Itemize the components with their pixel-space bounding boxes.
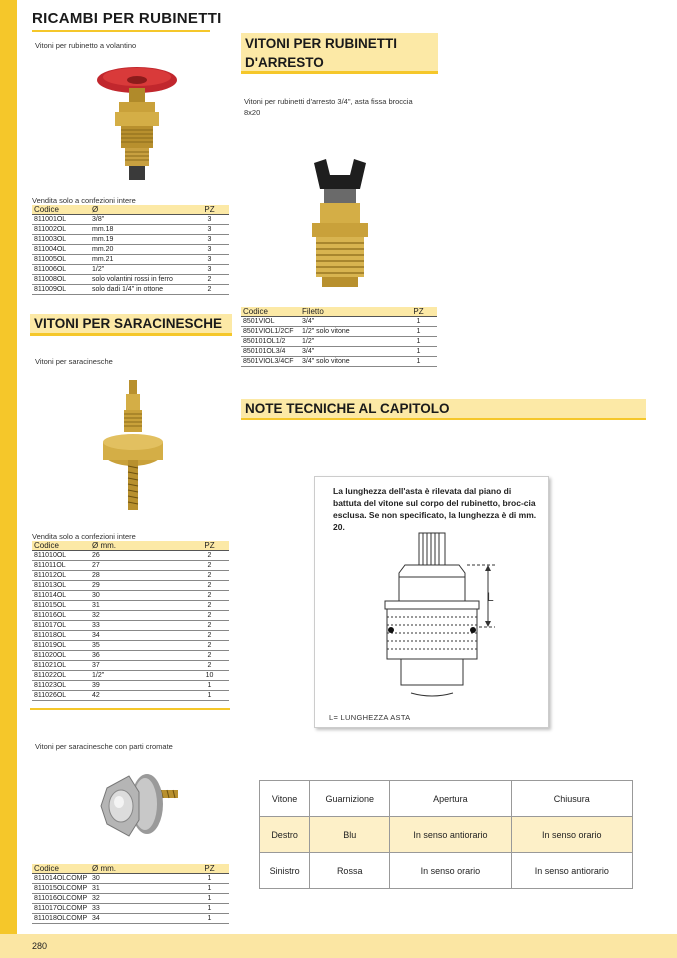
section2-underline xyxy=(30,333,232,336)
table-cell: 1/2" xyxy=(90,671,190,681)
table-cell: 10 xyxy=(190,671,229,681)
section1-table xyxy=(32,205,229,295)
table-cell: 39 xyxy=(90,681,190,691)
section2-bottom-line xyxy=(30,708,230,710)
section2-title: VITONI PER SARACINESCHE xyxy=(30,314,232,334)
table-cell: 811002OL xyxy=(32,225,90,235)
table-row xyxy=(32,894,229,904)
table-cell: 3/4" xyxy=(300,347,400,357)
table-cell: 3 xyxy=(190,225,229,235)
table-cell: 811016OLCOMP xyxy=(32,894,90,904)
tech-header-chiusura: Chiusura xyxy=(511,781,632,817)
col-pz: PZ xyxy=(400,307,437,317)
table-row xyxy=(32,571,229,581)
table-cell: 2 xyxy=(190,581,229,591)
section4-caption-line1: Vitoni per rubinetti d'arresto 3/4", asta fissa broccia xyxy=(244,97,413,106)
table-cell: 3 xyxy=(190,245,229,255)
table-cell: 811005OL xyxy=(32,255,90,265)
chrome-spindle-image xyxy=(95,762,185,852)
table-cell: 35 xyxy=(90,641,190,651)
table-cell: 811017OLCOMP xyxy=(32,904,90,914)
page-number: 280 xyxy=(32,941,48,951)
table-cell: 2 xyxy=(190,591,229,601)
section3-table xyxy=(32,864,229,924)
col-codice: Codice xyxy=(241,307,300,317)
table-row xyxy=(241,337,437,347)
table-cell: 811016OL xyxy=(32,611,90,621)
tech-header-apertura: Apertura xyxy=(390,781,511,817)
table-row xyxy=(32,581,229,591)
table-row xyxy=(241,347,437,357)
table-cell: solo dadi 1/4" in ottone xyxy=(90,285,190,295)
table-cell: 33 xyxy=(90,621,190,631)
table-cell: 8501VIOL3/4CF xyxy=(241,357,300,367)
table-cell: 1/2" xyxy=(300,337,400,347)
table-cell: 42 xyxy=(90,691,190,701)
table-cell: 34 xyxy=(90,631,190,641)
table-row xyxy=(32,681,229,691)
table-cell: 2 xyxy=(190,621,229,631)
table-cell: 3 xyxy=(190,265,229,275)
notes-diagram-caption: L= LUNGHEZZA ASTA xyxy=(329,713,411,722)
tech-cell: Sinistro xyxy=(260,853,310,889)
table-row xyxy=(32,551,229,561)
table-cell: 3 xyxy=(190,215,229,225)
section2-table-note: Vendita solo a confezioni intere xyxy=(32,532,136,541)
table-cell: 2 xyxy=(190,661,229,671)
table-cell: 2 xyxy=(190,285,229,295)
table-cell: 811014OLCOMP xyxy=(32,874,90,884)
table-cell: 1 xyxy=(190,884,229,894)
col-pz: PZ xyxy=(190,205,229,215)
col-diametro: Ø mm. xyxy=(90,541,190,551)
table-cell: 30 xyxy=(90,874,190,884)
table-cell: 811023OL xyxy=(32,681,90,691)
table-row xyxy=(32,275,229,285)
stop-valve-spindle-image xyxy=(300,155,380,295)
table-cell: 811022OL xyxy=(32,671,90,681)
col-codice: Codice xyxy=(32,205,90,215)
table-cell: 27 xyxy=(90,561,190,571)
table-cell: 1 xyxy=(400,357,437,367)
table-cell: 811004OL xyxy=(32,245,90,255)
section2-table xyxy=(32,541,229,701)
table-row xyxy=(32,215,229,225)
table-cell: 1/2" solo vitone xyxy=(300,327,400,337)
table-cell: 36 xyxy=(90,651,190,661)
table-cell: 3/8" xyxy=(90,215,190,225)
table-cell: 811011OL xyxy=(32,561,90,571)
table-cell: 811006OL xyxy=(32,265,90,275)
table-row xyxy=(32,265,229,275)
table-cell: 32 xyxy=(90,894,190,904)
table-cell: 32 xyxy=(90,611,190,621)
col-diametro: Ø mm. xyxy=(90,864,190,874)
tech-table xyxy=(259,780,633,889)
table-row xyxy=(32,255,229,265)
table-cell: 1 xyxy=(400,317,437,327)
left-accent-bar xyxy=(0,0,17,958)
page-title: RICAMBI PER RUBINETTI xyxy=(32,10,222,27)
table-row xyxy=(241,317,437,327)
table-row xyxy=(32,661,229,671)
table-cell: 1 xyxy=(190,904,229,914)
diagram-length-label: L xyxy=(487,590,494,604)
table-cell: 1 xyxy=(400,337,437,347)
table-cell: 30 xyxy=(90,591,190,601)
spindle-length-diagram xyxy=(375,529,545,707)
table-cell: 1 xyxy=(190,894,229,904)
table-cell: 811017OL xyxy=(32,621,90,631)
table-row xyxy=(32,225,229,235)
table-cell: 2 xyxy=(190,651,229,661)
table-cell: 2 xyxy=(190,641,229,651)
table-cell: 811018OLCOMP xyxy=(32,914,90,924)
table-row xyxy=(32,691,229,701)
tech-cell: In senso orario xyxy=(390,853,511,889)
tech-cell: Blu xyxy=(310,817,390,853)
table-cell: 29 xyxy=(90,581,190,591)
table-row xyxy=(32,591,229,601)
col-codice: Codice xyxy=(32,864,90,874)
table-cell: 3/4" solo vitone xyxy=(300,357,400,367)
notes-underline xyxy=(241,418,646,420)
table-cell: 2 xyxy=(190,571,229,581)
section4-title xyxy=(241,33,438,73)
table-cell: 31 xyxy=(90,601,190,611)
table-cell: 811010OL xyxy=(32,551,90,561)
table-cell: 1 xyxy=(400,347,437,357)
table-row xyxy=(32,651,229,661)
table-row xyxy=(32,671,229,681)
table-cell: 1 xyxy=(190,681,229,691)
table-row xyxy=(241,357,437,367)
table-cell: 811018OL xyxy=(32,631,90,641)
table-cell: 37 xyxy=(90,661,190,671)
section4-title-line1: VITONI PER RUBINETTI xyxy=(245,36,398,51)
col-filetto: Filetto xyxy=(300,307,400,317)
table-row xyxy=(32,601,229,611)
valve-handwheel-image xyxy=(85,60,185,190)
table-cell: 3 xyxy=(190,235,229,245)
table-row xyxy=(32,884,229,894)
table-row xyxy=(32,621,229,631)
table-cell: solo volantini rossi in ferro xyxy=(90,275,190,285)
title-underline xyxy=(32,30,210,32)
table-cell: mm.21 xyxy=(90,255,190,265)
table-cell: 28 xyxy=(90,571,190,581)
table-cell: 2 xyxy=(190,561,229,571)
section4-caption xyxy=(244,96,413,118)
tech-cell: In senso antiorario xyxy=(390,817,511,853)
table-cell: 31 xyxy=(90,884,190,894)
table-cell: 1 xyxy=(400,327,437,337)
section2-caption: Vitoni per saracinesche xyxy=(35,357,113,366)
table-cell: 1/2" xyxy=(90,265,190,275)
table-row xyxy=(241,327,437,337)
table-cell: 811015OLCOMP xyxy=(32,884,90,894)
section4-table xyxy=(241,307,437,367)
table-cell: 1 xyxy=(190,914,229,924)
tech-header-guarnizione: Guarnizione xyxy=(310,781,390,817)
table-cell: 2 xyxy=(190,551,229,561)
table-cell: 811026OL xyxy=(32,691,90,701)
table-cell: mm.20 xyxy=(90,245,190,255)
table-cell: 811015OL xyxy=(32,601,90,611)
table-row xyxy=(32,904,229,914)
table-cell: 811003OL xyxy=(32,235,90,245)
table-cell: 811020OL xyxy=(32,651,90,661)
section3-caption: Vitoni per saracinesche con parti cromate xyxy=(35,742,173,751)
section4-title-line2: D'ARRESTO xyxy=(245,55,324,70)
notes-title: NOTE TECNICHE AL CAPITOLO xyxy=(241,399,646,419)
table-row xyxy=(32,235,229,245)
table-cell: 811009OL xyxy=(32,285,90,295)
table-cell: 3 xyxy=(190,255,229,265)
notes-box xyxy=(314,476,549,728)
table-cell: 2 xyxy=(190,631,229,641)
table-cell: 34 xyxy=(90,914,190,924)
footer-bar xyxy=(0,934,677,958)
table-cell: 8501VIOL xyxy=(241,317,300,327)
table-cell: 850101OL1/2 xyxy=(241,337,300,347)
tech-cell: In senso orario xyxy=(511,817,632,853)
gate-valve-spindle-image xyxy=(98,380,168,520)
table-cell: mm.18 xyxy=(90,225,190,235)
table-cell: 811013OL xyxy=(32,581,90,591)
table-row xyxy=(32,914,229,924)
section1-table-note: Vendita solo a confezioni intere xyxy=(32,196,136,205)
table-cell: 811019OL xyxy=(32,641,90,651)
table-row xyxy=(32,285,229,295)
table-cell: 811012OL xyxy=(32,571,90,581)
table-cell: 8501VIOL1/2CF xyxy=(241,327,300,337)
table-cell: 26 xyxy=(90,551,190,561)
table-cell: 2 xyxy=(190,601,229,611)
table-row xyxy=(32,561,229,571)
section4-caption-line2: 8x20 xyxy=(244,108,261,117)
table-cell: 2 xyxy=(190,611,229,621)
tech-cell: Rossa xyxy=(310,853,390,889)
table-cell: 811001OL xyxy=(32,215,90,225)
notes-text: La lunghezza dell'asta è rilevata dal piano di battuta del vitone sul corpo del rubinetto, broc-cia esclusa. Se non specificato, la lunghezza è di mm. 20. xyxy=(333,486,537,532)
table-row xyxy=(32,631,229,641)
col-pz: PZ xyxy=(190,864,229,874)
table-cell: 1 xyxy=(190,691,229,701)
table-cell: 811014OL xyxy=(32,591,90,601)
section4-underline xyxy=(241,71,438,74)
table-row xyxy=(32,874,229,884)
table-cell: mm.19 xyxy=(90,235,190,245)
tech-cell: Destro xyxy=(260,817,310,853)
table-cell: 850101OL3/4 xyxy=(241,347,300,357)
table-cell: 33 xyxy=(90,904,190,914)
tech-cell: In senso antiorario xyxy=(511,853,632,889)
table-cell: 2 xyxy=(190,275,229,285)
col-diametro: Ø xyxy=(90,205,190,215)
table-row xyxy=(32,245,229,255)
table-row xyxy=(32,611,229,621)
col-codice: Codice xyxy=(32,541,90,551)
table-cell: 811021OL xyxy=(32,661,90,671)
table-cell: 811008OL xyxy=(32,275,90,285)
table-row xyxy=(32,641,229,651)
table-cell: 3/4" xyxy=(300,317,400,327)
col-pz: PZ xyxy=(190,541,229,551)
tech-header-vitone: Vitone xyxy=(260,781,310,817)
table-cell: 1 xyxy=(190,874,229,884)
section1-caption: Vitoni per rubinetto a volantino xyxy=(35,41,137,50)
